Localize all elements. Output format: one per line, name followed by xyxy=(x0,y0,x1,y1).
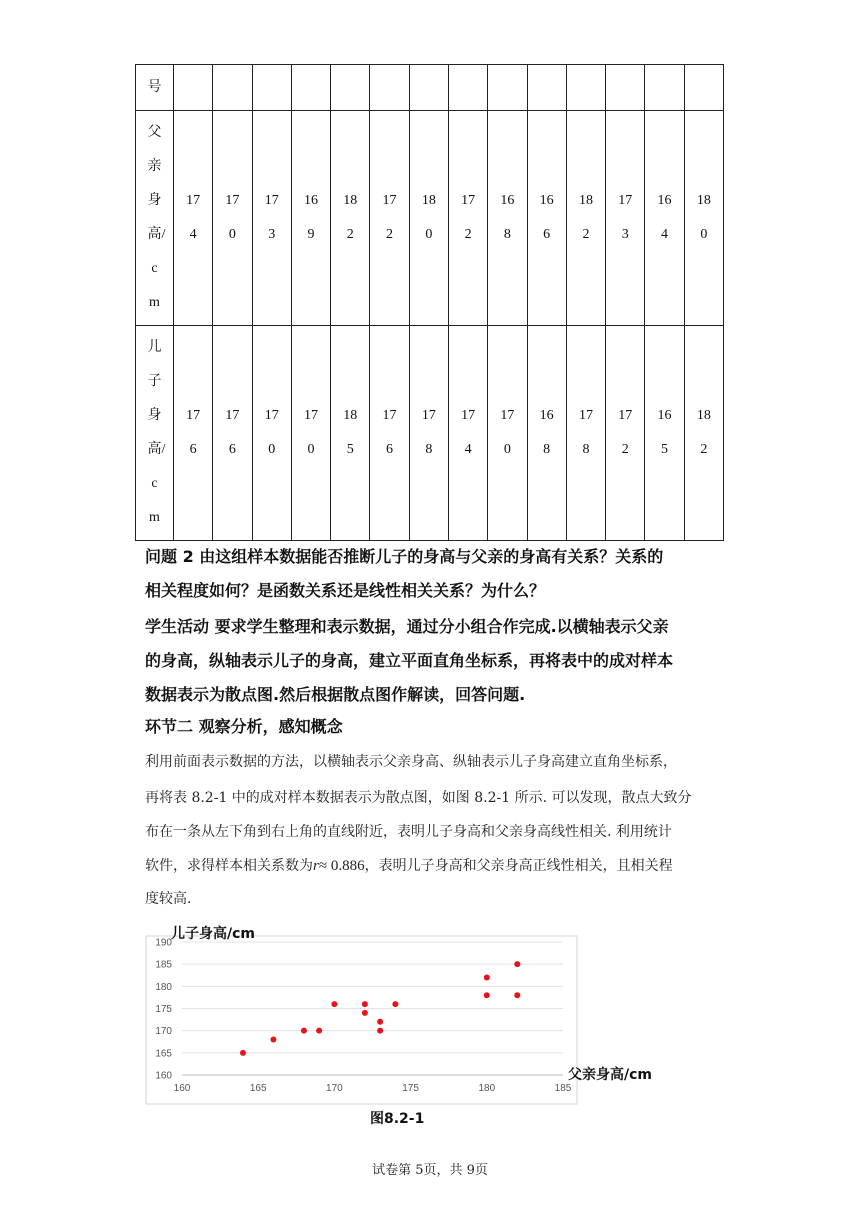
x-tick-label: 180 xyxy=(478,1083,496,1094)
paragraph-line-3: 布在一条从左下角到右上角的直线附近，表明儿子身高和父亲身高线性相关. 利用统计 xyxy=(145,824,672,840)
father-height-cell: 182 xyxy=(566,111,605,326)
son-height-cell: 176 xyxy=(174,326,213,541)
table-row-father xyxy=(136,111,724,326)
father-height-cell: 166 xyxy=(527,111,566,326)
son-height-cell: 168 xyxy=(527,326,566,541)
son-height-cell: 170 xyxy=(291,326,330,541)
scatter-point xyxy=(377,1019,383,1025)
scatter-point xyxy=(484,974,490,980)
x-tick-label: 160 xyxy=(173,1083,191,1094)
father-height-cell: 173 xyxy=(606,111,645,326)
son-height-cell: 176 xyxy=(213,326,252,541)
row-label-father: 父亲身高/cm xyxy=(136,111,174,326)
correlation-symbol: r xyxy=(313,858,319,874)
father-height-cell: 174 xyxy=(174,111,213,326)
son-height-cell: 174 xyxy=(448,326,487,541)
son-height-cell: 176 xyxy=(370,326,409,541)
father-height-cell: 168 xyxy=(488,111,527,326)
table-row-son xyxy=(136,326,724,541)
activity-line-1: 学生活动 要求学生整理和表示数据，通过分小组合作完成.以横轴表示父亲 xyxy=(145,617,669,636)
paragraph-line-1: 利用前面表示数据的方法，以横轴表示父亲身高、纵轴表示儿子身高建立直角坐标系， xyxy=(145,754,677,770)
x-tick-label: 175 xyxy=(402,1083,419,1094)
son-height-cell: 182 xyxy=(684,326,723,541)
paragraph-line-4: 软件，求得样本相关系数为r≈ 0.886，表明儿子身高和父亲身高正线性相关，且相关程 xyxy=(145,858,673,874)
y-tick-label: 160 xyxy=(155,1070,172,1082)
son-height-cell: 170 xyxy=(488,326,527,541)
x-tick-label: 185 xyxy=(554,1083,572,1094)
scatter-chart xyxy=(145,920,585,1108)
son-height-cell: 172 xyxy=(606,326,645,541)
son-height-cell: 165 xyxy=(645,326,684,541)
scatter-point xyxy=(316,1028,322,1034)
father-height-cell: 169 xyxy=(291,111,330,326)
son-height-cell: 170 xyxy=(252,326,291,541)
activity-label: 学生活动 xyxy=(145,617,210,636)
table-row-index xyxy=(136,65,724,111)
figure-caption: 图8.2-1 xyxy=(370,1111,425,1127)
scatter-point xyxy=(301,1028,307,1034)
section-title: 环节二 观察分析，感知概念 xyxy=(145,717,343,736)
scatter-point xyxy=(514,992,520,998)
x-tick-label: 170 xyxy=(326,1083,343,1094)
y-tick-label: 170 xyxy=(155,1026,172,1038)
x-axis-label: 父亲身高/cm xyxy=(568,1067,652,1083)
x-tick-label: 165 xyxy=(249,1083,267,1094)
activity-line-3: 数据表示为散点图.然后根据散点图作解读，回答问题. xyxy=(145,685,526,704)
height-data-table xyxy=(135,64,724,541)
y-tick-label: 185 xyxy=(155,959,172,971)
y-tick-label: 175 xyxy=(155,1004,172,1015)
scatter-point xyxy=(484,992,490,998)
father-height-cell: 172 xyxy=(448,111,487,326)
paragraph-line-2: 再将表 8.2-1 中的成对样本数据表示为散点图，如图 8.2-1 所示. 可以发现，散点大致分 xyxy=(145,790,692,806)
paragraph-line-5: 度较高. xyxy=(145,891,192,907)
scatter-point xyxy=(377,1028,383,1034)
question-2-line-1: 问题 2 由这组样本数据能否推断儿子的身高与父亲的身高有关系？关系的 xyxy=(145,547,664,566)
father-height-cell: 173 xyxy=(252,111,291,326)
row-label-index: 号 xyxy=(136,65,174,111)
correlation-value: ≈ 0.886 xyxy=(318,858,365,874)
father-height-cell: 180 xyxy=(409,111,448,326)
scatter-point xyxy=(270,1037,276,1043)
question-2-label: 问题 2 xyxy=(145,547,194,566)
row-label-son: 儿子身高/cm xyxy=(136,326,174,541)
father-height-cell: 180 xyxy=(684,111,723,326)
page-footer: 试卷第 5页，共 9页 xyxy=(372,1163,488,1178)
scatter-point xyxy=(240,1050,246,1056)
chart-frame xyxy=(146,936,577,1104)
father-height-cell: 164 xyxy=(645,111,684,326)
father-height-cell: 182 xyxy=(331,111,370,326)
question-2-line-2: 相关程度如何？是函数关系还是线性相关关系？为什么？ xyxy=(145,581,546,600)
y-tick-label: 165 xyxy=(155,1048,172,1060)
y-tick-label: 180 xyxy=(155,981,172,993)
activity-line-2: 的身高，纵轴表示儿子的身高，建立平面直角坐标系，再将表中的成对样本 xyxy=(145,651,674,670)
son-height-cell: 185 xyxy=(331,326,370,541)
scatter-point xyxy=(362,1001,368,1007)
y-tick-label: 190 xyxy=(155,937,172,949)
y-axis-label: 儿子身高/cm xyxy=(171,926,255,942)
scatter-point xyxy=(392,1001,398,1007)
son-height-cell: 178 xyxy=(409,326,448,541)
father-height-cell: 172 xyxy=(370,111,409,326)
scatter-point xyxy=(514,961,520,967)
scatter-point xyxy=(331,1001,337,1007)
father-height-cell: 170 xyxy=(213,111,252,326)
scatter-point xyxy=(362,1010,368,1016)
son-height-cell: 178 xyxy=(566,326,605,541)
